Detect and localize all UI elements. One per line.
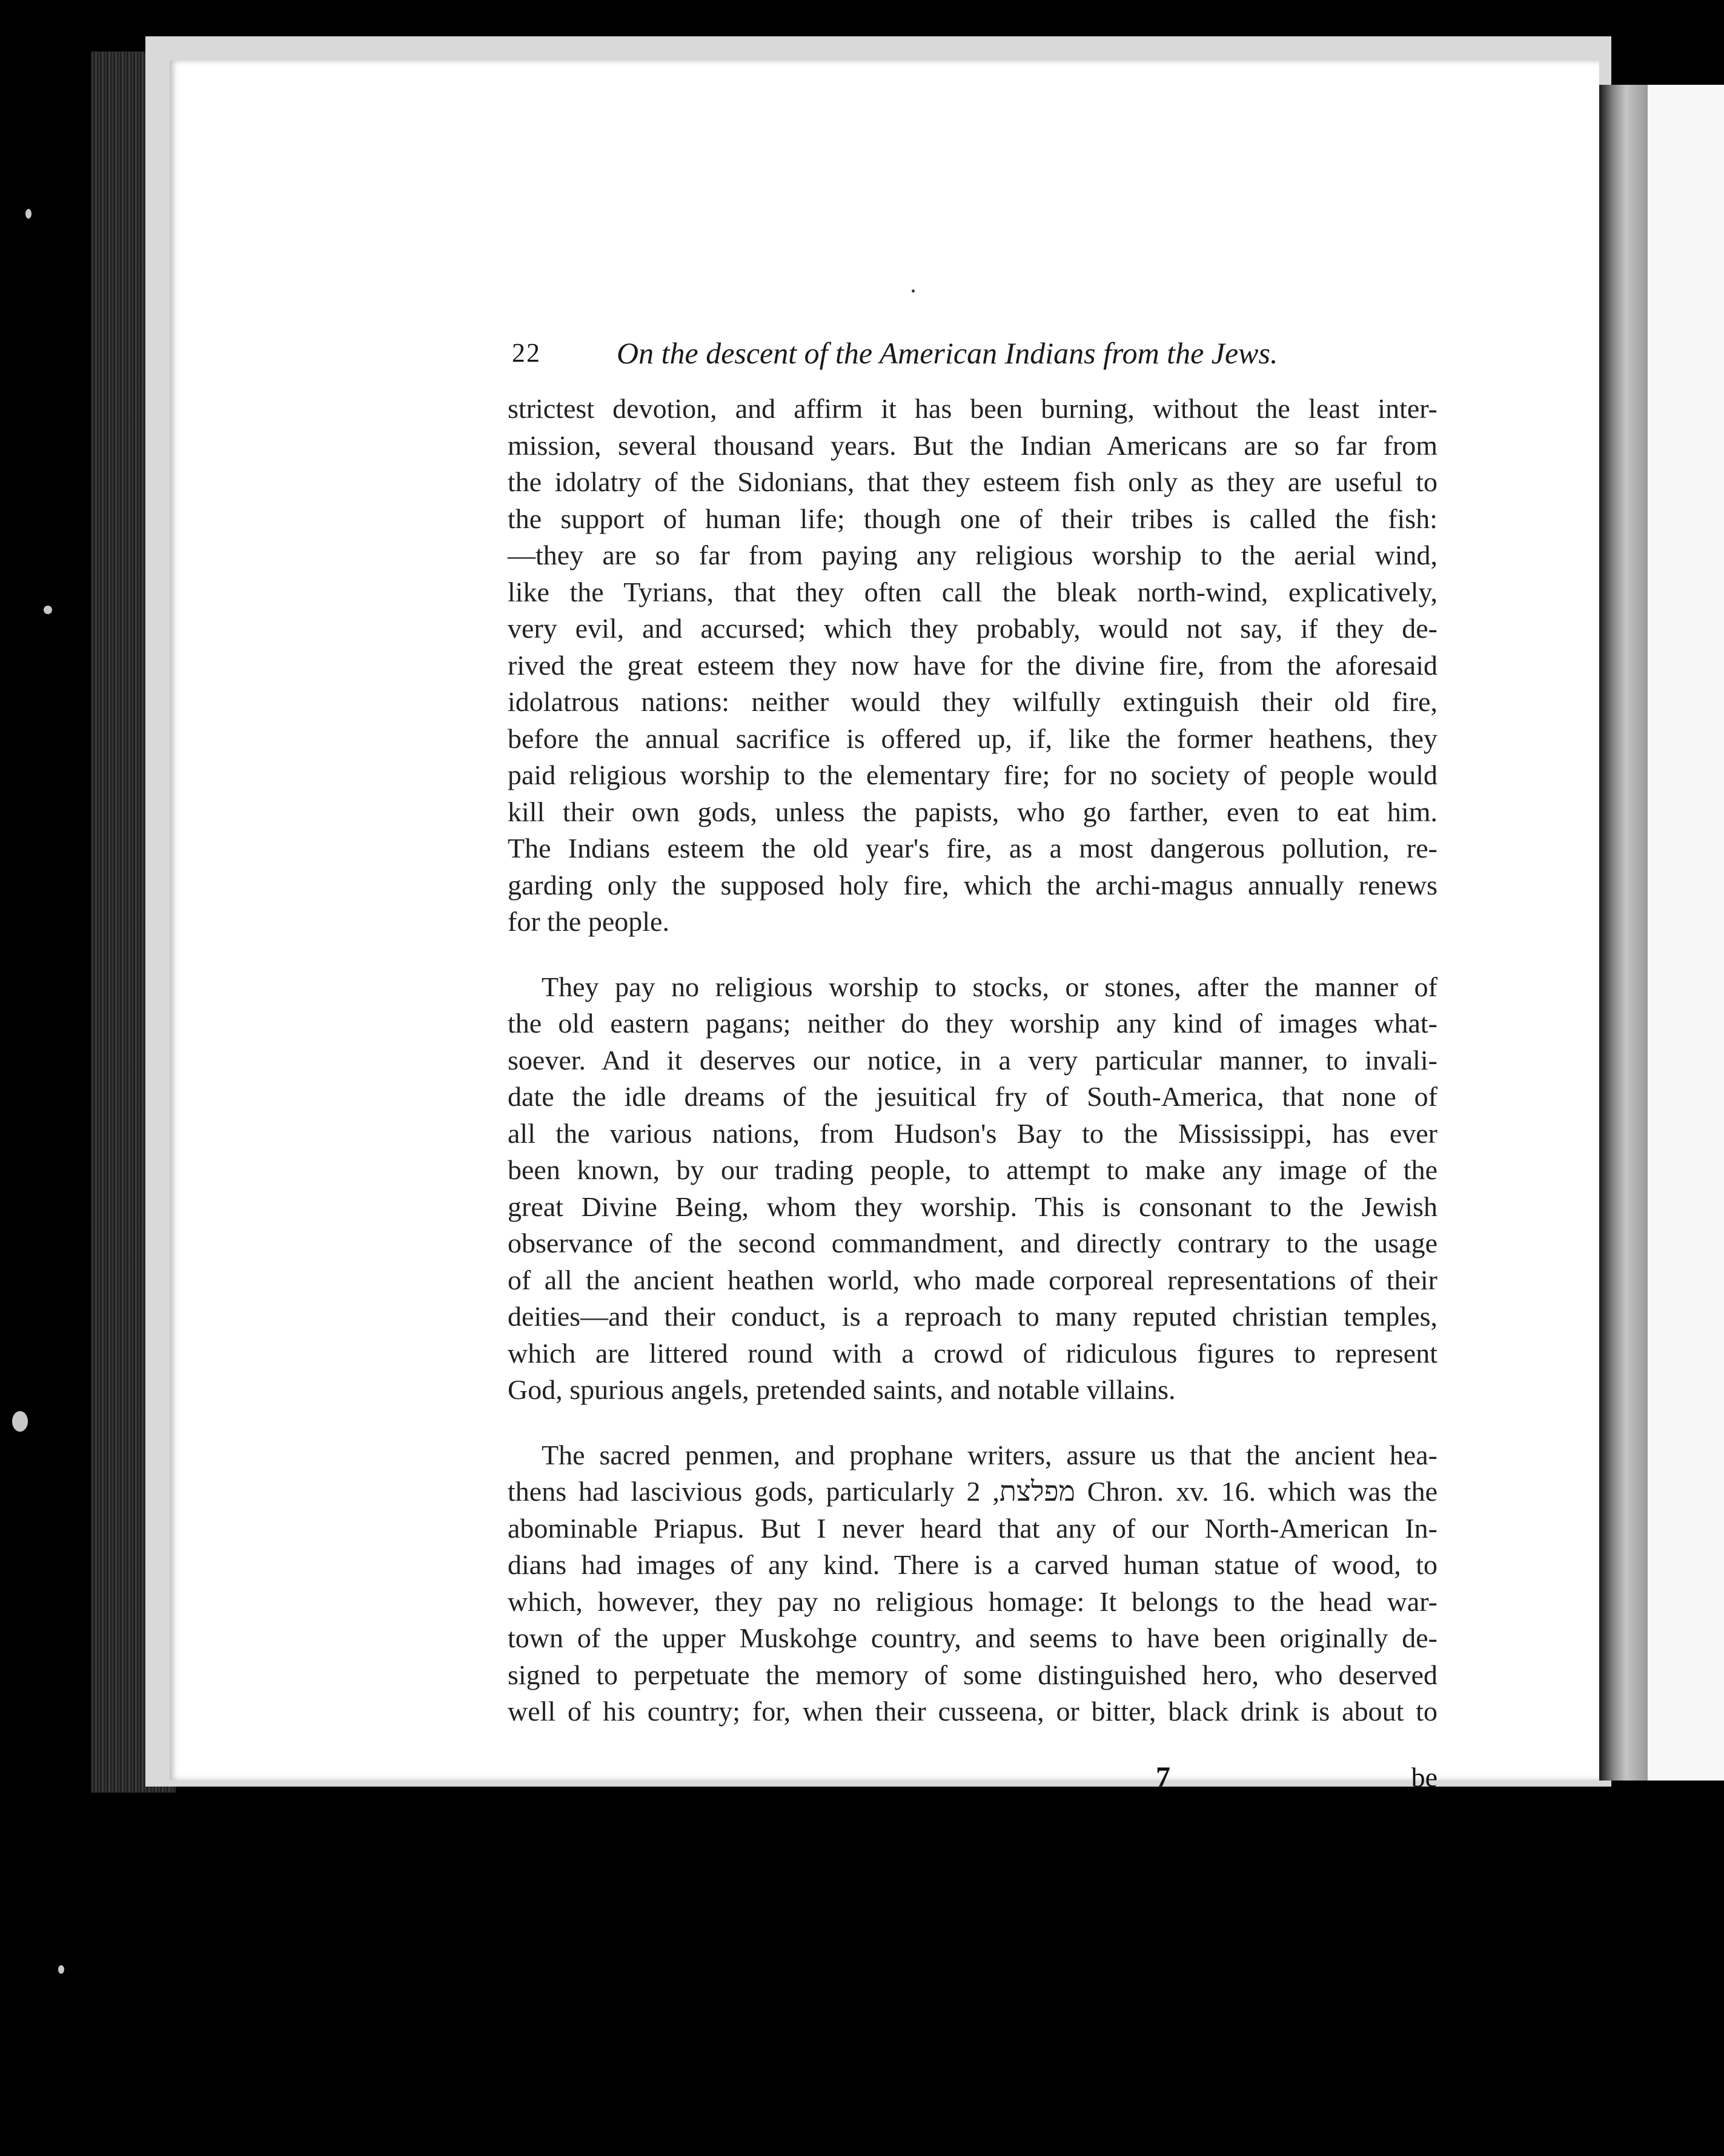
text-line: observance of the second commandment, and directly contrary to the usage [508, 1228, 1437, 1258]
text-line: date the idle dreams of the jesuitical fry of South-America, that none of [508, 1081, 1437, 1112]
text-line: like the Tyrians, that they often call the bleak north-wind, explicatively, [508, 576, 1437, 607]
text-line: rived the great esteem they now have for the divine fire, from the aforesaid [508, 649, 1437, 681]
footer-catchline [508, 1759, 1437, 1796]
body-text [508, 391, 1437, 1730]
text-line: great Divine Being, whom they worship. This is consonant to the Jewish [508, 1191, 1437, 1222]
signature-mark: 7 [1156, 1761, 1170, 1793]
text-line: deities—and their conduct, is a reproach to many reputed christian temples, [508, 1301, 1437, 1332]
text-line: abominable Priapus. But I never heard that any of our North-American In- [508, 1512, 1437, 1544]
text-line: which are littered round with a crowd of ridiculous figures to represent [508, 1337, 1437, 1369]
text-line: well of his country; for, when their cusseena, or bitter, black drink is about to [508, 1696, 1437, 1727]
text-line: the idolatry of the Sidonians, that they esteem fish only as they are useful to [508, 466, 1437, 497]
dust-speck [58, 1965, 64, 1974]
page-mark [912, 289, 915, 293]
text-line: paid religious worship to the elementary fire; for no society of people would [508, 759, 1437, 790]
text-line: The Indians esteem the old year's fire, as a most dangerous pollution, re- [508, 833, 1437, 864]
text-line: dians had images of any kind. There is a carved human statue of wood, to [508, 1549, 1437, 1580]
dust-speck [44, 606, 52, 614]
text-line: the old eastern pagans; neither do they worship any kind of images what- [508, 1008, 1437, 1039]
text-line: been known, by our trading people, to attempt to make any image of the [508, 1154, 1437, 1185]
text-line: thens had lascivious gods, particularly מפלצת, 2 Chron. xv. 16. which was the [508, 1476, 1437, 1507]
running-title: On the descent of the American Indians from the Jews. [617, 336, 1278, 370]
catchword: be [1411, 1762, 1437, 1793]
text-line: God, spurious angels, pretended saints, and notable villains. [508, 1374, 1176, 1405]
text-line: They pay no religious worship to stocks, or stones, after the manner of [542, 971, 1437, 1002]
text-line: all the various nations, from Hudson's Bay to the Mississippi, has ever [508, 1117, 1437, 1149]
paragraph [508, 391, 1437, 941]
paragraph [508, 969, 1437, 1409]
text-line: before the annual sacrifice is offered up, if, like the former heathens, they [508, 723, 1437, 754]
text-line: kill their own gods, unless the papists, who go farther, even to eat him. [508, 796, 1437, 827]
text-line: very evil, and accursed; which they probably, would not say, if they de- [508, 613, 1437, 644]
text-line: —they are so far from paying any religious worship to the aerial wind, [508, 540, 1437, 570]
running-head [512, 332, 1345, 374]
dust-speck [25, 209, 31, 219]
text-line: town of the upper Muskohge country, and seems to have been originally de- [508, 1622, 1437, 1653]
dust-speck [12, 1411, 28, 1432]
text-line: of all the ancient heathen world, who made corporeal representations of their [508, 1264, 1437, 1295]
text-line: mission, several thousand years. But the Indian Americans are so far from [508, 429, 1437, 461]
paragraph [508, 1437, 1437, 1730]
facing-page [1648, 85, 1724, 1781]
text-line: the support of human life; though one of their tribes is called the fish: [508, 503, 1437, 534]
page-number: 22 [512, 338, 541, 368]
text-line: The sacred penmen, and prophane writers, assure us that the ancient hea- [542, 1439, 1437, 1470]
text-line: which, however, they pay no religious homage: It belongs to the head war- [508, 1586, 1437, 1617]
facing-page-edge [1599, 85, 1648, 1781]
text-line: soever. And it deserves our notice, in a very particular manner, to invali- [508, 1044, 1437, 1076]
text-line: strictest devotion, and affirm it has been burning, without the least inter- [508, 393, 1437, 424]
text-line: for the people. [508, 906, 669, 937]
text-line: idolatrous nations: neither would they wilfully extinguish their old fire, [508, 686, 1437, 717]
text-line: signed to perpetuate the memory of some distinguished hero, who deserved [508, 1659, 1437, 1690]
text-line: garding only the supposed holy fire, which the archi-magus annually renews [508, 869, 1437, 901]
